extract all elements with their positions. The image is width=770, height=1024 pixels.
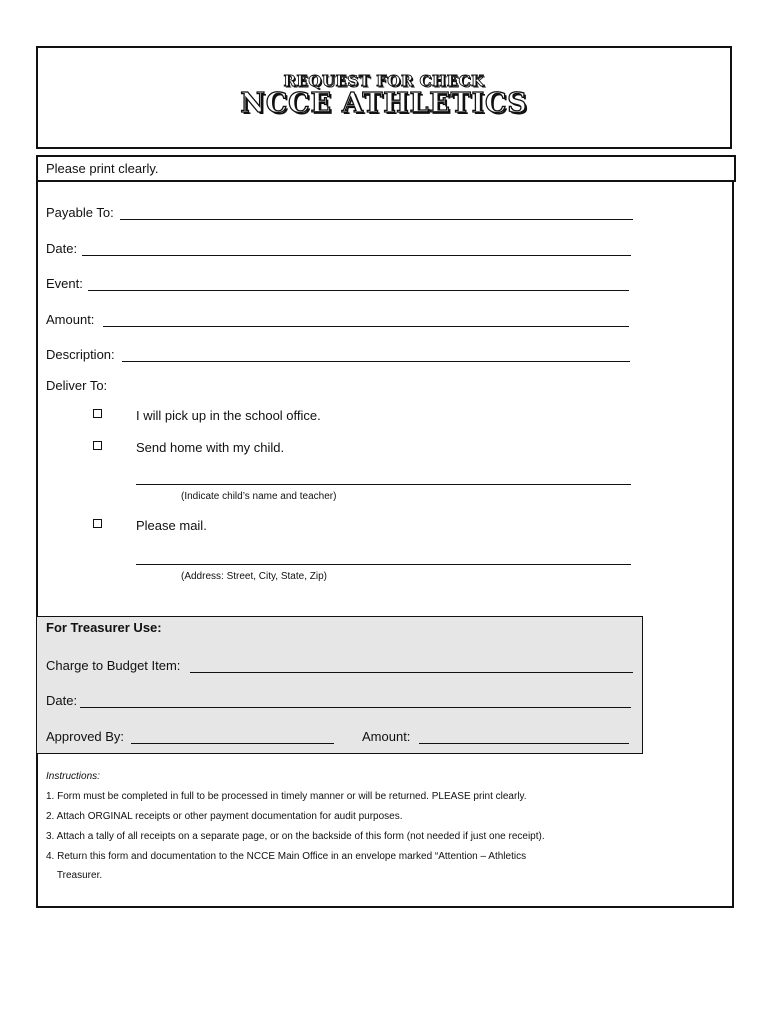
instruction-item: Treasurer. (46, 870, 103, 881)
send-home-checkbox[interactable] (93, 441, 102, 450)
treasurer-amount-field[interactable] (419, 743, 629, 744)
treasurer-date-field[interactable] (80, 707, 631, 708)
budget-item-field[interactable] (190, 672, 633, 673)
instruction-item: 2. Attach ORGINAL receipts or other payment documentation for audit purposes. (46, 811, 403, 822)
payable-to-field[interactable] (120, 219, 633, 220)
pickup-option-label: I will pick up in the school office. (136, 408, 321, 423)
instruction-item: 4. Return this form and documentation to the NCCE Main Office in an envelope marked “Attention – Athletics (46, 851, 527, 862)
child-teacher-note: (Indicate child’s name and teacher) (181, 491, 337, 502)
description-field[interactable] (122, 361, 630, 362)
send-home-option-label: Send home with my child. (136, 440, 285, 455)
mail-address-field[interactable] (136, 564, 631, 565)
deliver-to-label: Deliver To: (46, 378, 108, 393)
approved-by-label: Approved By: (46, 729, 125, 744)
date-field[interactable] (82, 255, 631, 256)
form-title: NCCE ATHLETICS (240, 88, 528, 119)
treasurer-date-label: Date: (46, 693, 78, 708)
amount-field[interactable] (103, 326, 629, 327)
event-label: Event: (46, 276, 83, 291)
date-label: Date: (46, 241, 78, 256)
description-label: Description: (46, 347, 115, 362)
instruction-item: 3. Attach a tally of all receipts on a separate page, or on the backside of this form (not needed if just one receipt). (46, 831, 545, 842)
instructions-heading: Instructions: (46, 771, 100, 782)
payable-to-label: Payable To: (46, 205, 114, 220)
child-teacher-field[interactable] (136, 484, 631, 485)
form-header (36, 46, 732, 149)
amount-label: Amount: (46, 312, 95, 327)
treasurer-heading: For Treasurer Use: (46, 620, 162, 635)
pickup-checkbox[interactable] (93, 409, 102, 418)
approved-by-field[interactable] (131, 743, 334, 744)
event-field[interactable] (88, 290, 629, 291)
form-subtitle: REQUEST FOR CHECK (283, 72, 485, 90)
print-clearly-banner: Please print clearly. (36, 155, 736, 182)
mail-address-note: (Address: Street, City, State, Zip) (181, 571, 327, 582)
treasurer-section (36, 616, 643, 754)
mail-checkbox[interactable] (93, 519, 102, 528)
mail-option-label: Please mail. (136, 518, 207, 533)
budget-item-label: Charge to Budget Item: (46, 658, 181, 673)
treasurer-amount-label: Amount: (362, 729, 411, 744)
instruction-item: 1. Form must be completed in full to be processed in timely manner or will be returned. PLEASE print clearly. (46, 791, 527, 802)
